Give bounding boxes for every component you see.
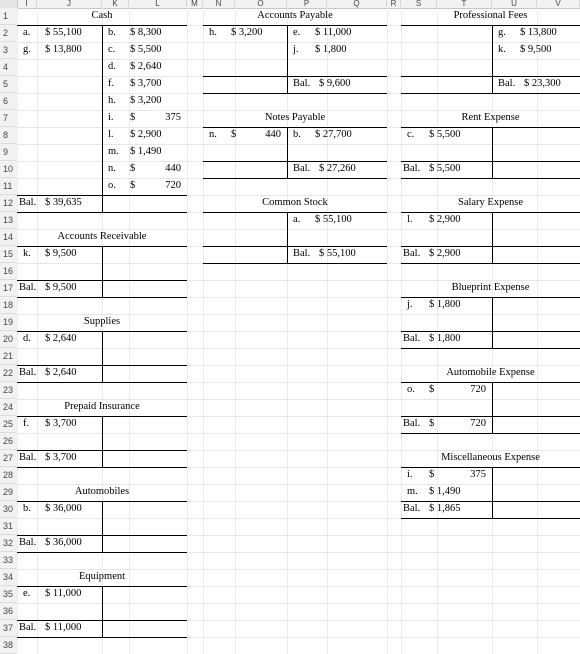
row-header-5[interactable]: 5 [0,76,16,93]
cash-credit-5-amount: 375 [165,112,181,123]
blueprint_expense-title: Blueprint Expense [451,282,530,293]
row-header-9[interactable]: 9 [0,144,16,161]
column-header-v[interactable]: V [537,0,580,7]
cash-credit-9-dollar: $ [130,180,136,191]
common_stock-title-rule [203,212,387,213]
cash-credit-7-ref: m. [108,146,119,157]
accounts_receivable-title: Accounts Receivable [57,231,147,242]
accounts_receivable-divider [102,246,103,297]
blueprint_expense-total-rule [401,331,580,332]
salary_expense-balance-amount: $ 2,900 [429,248,461,259]
cash-credit-8-dollar: $ [130,163,136,174]
automobile_expense-balance-rule [401,433,580,434]
column-header-q[interactable]: Q [327,0,387,7]
accounts_payable-balance-label: Bal. [293,78,311,89]
accounts_receivable-balance-label: Bal. [19,282,37,293]
supplies-debit-0-ref: d. [23,333,31,344]
professional_fees-divider [492,25,493,93]
equipment-divider [102,586,103,637]
automobiles-divider [102,501,103,552]
row-header-27[interactable]: 27 [0,450,16,467]
miscellaneous_expense-title: Miscellaneous Expense [441,452,540,463]
miscellaneous_expense-balance-label: Bal. [403,503,421,514]
column-header-o[interactable]: O [235,0,287,7]
blueprint_expense-divider [492,297,493,348]
row-header-bar [0,8,18,654]
salary_expense-debit-0-amount: $ 2,900 [429,214,461,225]
equipment-balance-amount: $ 11,000 [45,622,82,633]
column-header-u[interactable]: U [492,0,537,7]
automobile_expense-total-rule [401,416,580,417]
cash-debit-1-amount: $ 13,800 [45,44,82,55]
row-header-10[interactable]: 10 [0,161,16,178]
miscellaneous_expense-balance-rule [401,518,580,519]
cash-credit-1-ref: c. [108,44,116,55]
column-header-j[interactable]: J [37,0,102,7]
accounts_receivable-balance-amount: $ 9,500 [45,282,77,293]
cash-credit-2-ref: d. [108,61,116,72]
salary_expense-debit-0-ref: l. [407,214,413,225]
accounts_receivable-balance-rule [17,297,187,298]
miscellaneous_expense-debit-0-amount: 375 [470,469,486,480]
automobile_expense-debit-0-dollar: $ [429,384,435,395]
automobile_expense-balance-label: Bal. [403,418,421,429]
accounts_payable-balance-rule [203,93,387,94]
accounts_payable-credit-0-ref: e. [293,27,301,38]
accounts_payable-debit-0-ref: h. [209,27,217,38]
automobiles-balance-label: Bal. [19,537,37,548]
row-gridline [17,484,580,485]
row-header-23[interactable]: 23 [0,382,16,399]
row-header-37[interactable]: 37 [0,620,16,637]
row-header-6[interactable]: 6 [0,93,16,110]
cash-credit-6-amount: $ 2,900 [130,129,162,140]
notes_payable-debit-0-dollar: $ [231,129,237,140]
automobiles-debit-0-amount: $ 36,000 [45,503,82,514]
notes_payable-divider [287,127,288,178]
automobiles-balance-rule [17,552,187,553]
notes_payable-total-rule [203,161,387,162]
automobile_expense-debit-0-amount: 720 [470,384,486,395]
cash-credit-0-ref: b. [108,27,116,38]
row-header-2[interactable]: 2 [0,25,16,42]
row-header-33[interactable]: 33 [0,552,16,569]
blueprint_expense-balance-amount: $ 1,800 [429,333,461,344]
rent_expense-title-rule [401,127,580,128]
accounts_payable-balance-amount: $ 9,600 [319,78,351,89]
accounts_receivable-debit-0-ref: k. [23,248,31,259]
cash-credit-8-ref: n. [108,163,116,174]
accounts_payable-total-rule [203,76,387,77]
row-header-8[interactable]: 8 [0,127,16,144]
miscellaneous_expense-title-rule [401,467,580,468]
cash-credit-9-ref: o. [108,180,116,191]
cash-balance-rule [17,212,187,213]
row-header-35[interactable]: 35 [0,586,16,603]
equipment-debit-0-ref: e. [23,588,31,599]
notes_payable-balance-label: Bal. [293,163,311,174]
row-header-7[interactable]: 7 [0,110,16,127]
row-gridline [17,399,580,400]
salary_expense-title-rule [401,212,580,213]
automobile_expense-title: Automobile Expense [446,367,535,378]
accounts_payable-debit-0-amount: $ 3,200 [231,27,263,38]
cash-credit-4-amount: $ 3,200 [130,95,162,106]
accounts_payable-divider [287,25,288,93]
supplies-balance-label: Bal. [19,367,37,378]
row-header-34[interactable]: 34 [0,569,16,586]
column-header-r[interactable]: R [387,0,401,7]
row-gridline [17,569,580,570]
automobile_expense-divider [492,382,493,433]
column-header-n[interactable]: N [203,0,235,7]
cash-debit-0-ref: a. [23,27,31,38]
rent_expense-title: Rent Expense [461,112,520,123]
rent_expense-divider [492,127,493,178]
supplies-debit-0-amount: $ 2,640 [45,333,77,344]
row-header-25[interactable]: 25 [0,416,16,433]
automobiles-title: Automobiles [74,486,130,497]
accounts_payable-credit-1-ref: j. [293,44,299,55]
professional_fees-credit-0-amount: $ 13,800 [520,27,557,38]
column-header-k[interactable]: K [102,0,129,7]
equipment-total-rule [17,620,187,621]
blueprint_expense-balance-rule [401,348,580,349]
select-all-corner[interactable] [0,0,18,8]
notes_payable-debit-0-ref: n. [209,129,217,140]
prepaid_insurance-debit-0-ref: f. [23,418,30,429]
blueprint_expense-title-rule [401,297,580,298]
row-header-22[interactable]: 22 [0,365,16,382]
rent_expense-balance-label: Bal. [403,163,421,174]
blueprint_expense-balance-label: Bal. [403,333,421,344]
notes_payable-debit-0-amount: 440 [265,129,281,140]
supplies-balance-amount: $ 2,640 [45,367,77,378]
common_stock-balance-amount: $ 55,100 [319,248,356,259]
column-header-p[interactable]: P [287,0,327,7]
common_stock-divider [287,212,288,263]
blueprint_expense-debit-0-ref: j. [407,299,413,310]
row-header-20[interactable]: 20 [0,331,16,348]
row-header-19[interactable]: 19 [0,314,16,331]
row-header-11[interactable]: 11 [0,178,16,195]
column-header-t[interactable]: T [437,0,492,7]
rent_expense-debit-0-ref: c. [407,129,415,140]
miscellaneous_expense-debit-0-ref: i. [407,469,413,480]
professional_fees-balance-label: Bal. [498,78,516,89]
cash-credit-9-amount: 720 [165,180,181,191]
professional_fees-title: Professional Fees [453,10,528,21]
row-header-24[interactable]: 24 [0,399,16,416]
supplies-divider [102,331,103,382]
professional_fees-balance-rule [401,93,580,94]
common_stock-title: Common Stock [262,197,328,208]
accounts_payable-credit-0-amount: $ 11,000 [315,27,352,38]
automobiles-total-rule [17,535,187,536]
cash-balance-label: Bal. [19,197,37,208]
notes_payable-title: Notes Payable [264,112,326,123]
salary_expense-title: Salary Expense [457,197,524,208]
common_stock-credit-0-ref: a. [293,214,301,225]
automobile_expense-balance-amount: 720 [470,418,486,429]
row-header-16[interactable]: 16 [0,263,16,280]
accounts_payable-title: Accounts Payable [257,10,333,21]
prepaid_insurance-divider [102,416,103,467]
column-header-i[interactable]: I [17,0,37,7]
notes_payable-credit-0-amount: $ 27,700 [315,129,352,140]
cash-total-rule [17,195,187,196]
prepaid_insurance-balance-rule [17,467,187,468]
salary_expense-balance-label: Bal. [403,248,421,259]
column-header-s[interactable]: S [401,0,437,7]
row-header-14[interactable]: 14 [0,229,16,246]
row-header-30[interactable]: 30 [0,501,16,518]
row-header-13[interactable]: 13 [0,212,16,229]
row-header-15[interactable]: 15 [0,246,16,263]
column-header-m[interactable]: M [187,0,203,7]
row-header-1[interactable]: 1 [0,8,16,25]
accounts_payable-title-rule [203,25,387,26]
cash-credit-7-amount: $ 1,490 [130,146,162,157]
row-header-31[interactable]: 31 [0,518,16,535]
miscellaneous_expense-total-rule [401,501,580,502]
accounts_payable-credit-1-amount: $ 1,800 [315,44,347,55]
rent_expense-balance-amount: $ 5,500 [429,163,461,174]
cash-credit-1-amount: $ 5,500 [130,44,162,55]
row-header-38[interactable]: 38 [0,637,16,654]
row-header-12[interactable]: 12 [0,195,16,212]
cash-credit-2-amount: $ 2,640 [130,61,162,72]
row-gridline [17,229,580,230]
row-header-26[interactable]: 26 [0,433,16,450]
prepaid_insurance-balance-label: Bal. [19,452,37,463]
automobile_expense-debit-0-ref: o. [407,384,415,395]
professional_fees-title-rule [401,25,580,26]
miscellaneous_expense-debit-0-dollar: $ [429,469,435,480]
row-header-17[interactable]: 17 [0,280,16,297]
supplies-balance-rule [17,382,187,383]
supplies-title: Supplies [83,316,121,327]
cash-credit-4-ref: h. [108,95,116,106]
accounts_receivable-total-rule [17,280,187,281]
salary_expense-divider [492,212,493,263]
professional_fees-balance-amount: $ 23,300 [524,78,561,89]
cash-debit-0-amount: $ 55,100 [45,27,82,38]
automobile_expense-title-rule [401,382,580,383]
professional_fees-credit-1-ref: k. [498,44,506,55]
professional_fees-credit-1-amount: $ 9,500 [520,44,552,55]
prepaid_insurance-debit-0-amount: $ 3,700 [45,418,77,429]
miscellaneous_expense-divider [492,467,493,518]
cash-credit-5-ref: i. [108,112,114,123]
row-header-18[interactable]: 18 [0,297,16,314]
common_stock-balance-label: Bal. [293,248,311,259]
accounts_receivable-debit-0-amount: $ 9,500 [45,248,77,259]
row-gridline [17,314,580,315]
rent_expense-balance-rule [401,178,580,179]
miscellaneous_expense-debit-1-ref: m. [407,486,418,497]
salary_expense-balance-rule [401,263,580,264]
miscellaneous_expense-debit-1-amount: $ 1,490 [429,486,461,497]
cell-grid[interactable] [17,8,580,654]
prepaid_insurance-balance-amount: $ 3,700 [45,452,77,463]
row-header-36[interactable]: 36 [0,603,16,620]
miscellaneous_expense-balance-amount: $ 1,865 [429,503,461,514]
blueprint_expense-debit-0-amount: $ 1,800 [429,299,461,310]
column-header-l[interactable]: L [129,0,187,7]
supplies-total-rule [17,365,187,366]
automobiles-balance-amount: $ 36,000 [45,537,82,548]
common_stock-balance-rule [203,263,387,264]
equipment-debit-0-amount: $ 11,000 [45,588,82,599]
notes_payable-credit-0-ref: b. [293,129,301,140]
equipment-balance-label: Bal. [19,622,37,633]
notes_payable-balance-rule [203,178,387,179]
equipment-title: Equipment [78,571,126,582]
equipment-balance-rule [17,637,187,638]
cash-credit-0-amount: $ 8,300 [130,27,162,38]
row-header-32[interactable]: 32 [0,535,16,552]
cash-credit-6-ref: l. [108,129,114,140]
professional_fees-total-rule [401,76,580,77]
cash-credit-3-ref: f. [108,78,115,89]
salary_expense-total-rule [401,246,580,247]
notes_payable-balance-amount: $ 27,260 [319,163,356,174]
cash-balance-amount: $ 39,635 [45,197,82,208]
common_stock-credit-0-amount: $ 55,100 [315,214,352,225]
rent_expense-total-rule [401,161,580,162]
cash-credit-5-dollar: $ [130,112,136,123]
row-header-28[interactable]: 28 [0,467,16,484]
row-header-3[interactable]: 3 [0,42,16,59]
rent_expense-debit-0-amount: $ 5,500 [429,129,461,140]
automobiles-debit-0-ref: b. [23,503,31,514]
notes_payable-title-rule [203,127,387,128]
automobile_expense-balance-dollar: $ [429,418,435,429]
cash-credit-3-amount: $ 3,700 [130,78,162,89]
cash-title: Cash [91,10,113,21]
row-header-4[interactable]: 4 [0,59,16,76]
prepaid_insurance-total-rule [17,450,187,451]
row-header-21[interactable]: 21 [0,348,16,365]
cash-credit-8-amount: 440 [165,163,181,174]
common_stock-total-rule [203,246,387,247]
professional_fees-credit-0-ref: g. [498,27,506,38]
prepaid_insurance-title: Prepaid Insurance [64,401,140,412]
row-header-29[interactable]: 29 [0,484,16,501]
cash-debit-1-ref: g. [23,44,31,55]
